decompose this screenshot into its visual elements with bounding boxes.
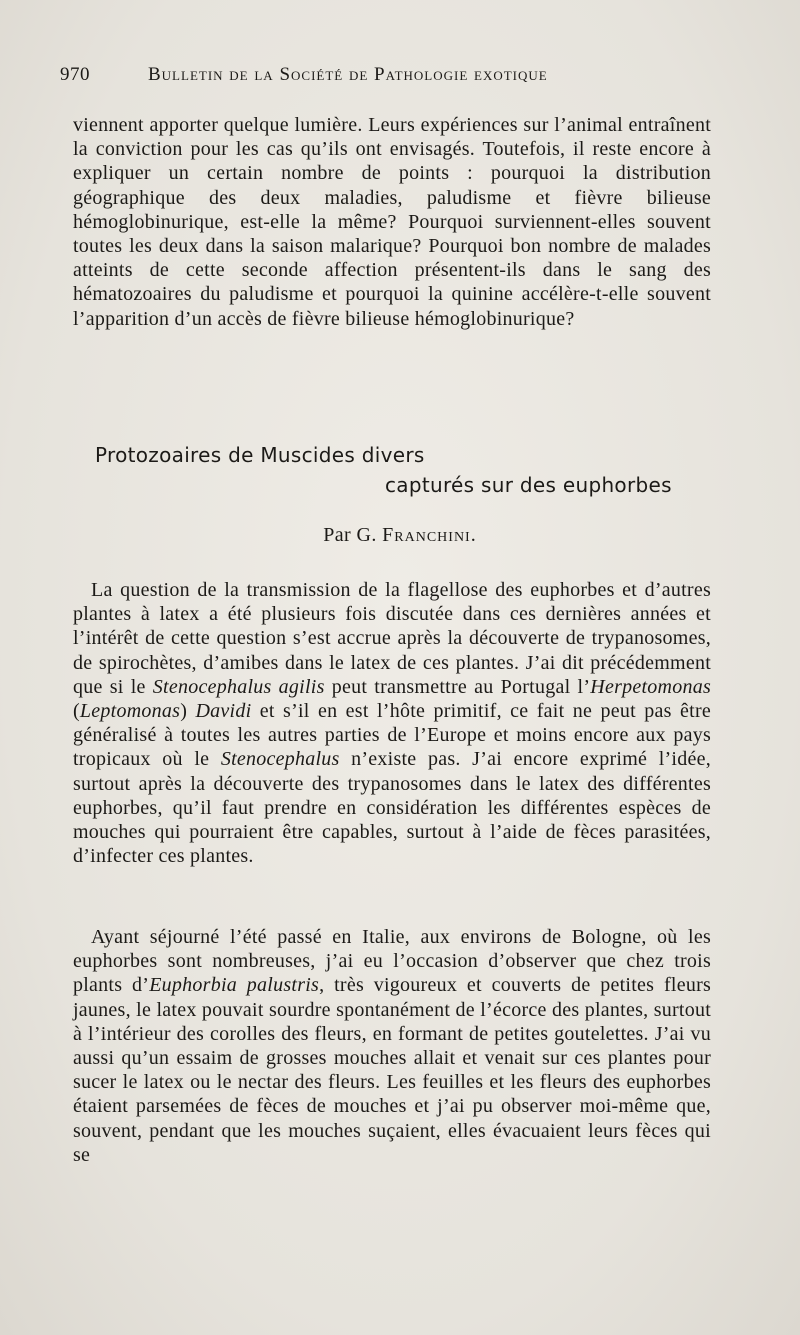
- species-name: Euphorbia palustris: [149, 974, 320, 997]
- species-name: Stenocephalus agilis: [152, 675, 325, 698]
- text-run: Ayant séjourné l’été passé en Italie, aux environs de Bologne, où les euphorbes sont nombreuses, j’ai eu l’occasion d’observer que chez trois plants d’: [73, 926, 711, 997]
- page-number: 970: [60, 64, 90, 85]
- text-run: n’existe pas. J’ai encore exprimé l’idée, surtout après la découverte des trypanosomes dans le latex des différentes euphorbes, qu’il faut prendre en considération les différentes espèces de mouches qui pourraient être capables, surtout à l’aide de fèces parasitées, d’infecter ces plantes.: [73, 748, 711, 868]
- page-header: [60, 64, 740, 94]
- byline-prefix: Par G.: [323, 524, 383, 546]
- species-name: Stenocephalus: [220, 748, 340, 771]
- text-run: ): [180, 700, 196, 723]
- running-head: Bulletin de la Société de Pathologie exotique: [148, 64, 548, 85]
- byline-author: Franchini.: [382, 524, 477, 546]
- text-run: peut transmettre au Portugal l’: [324, 675, 591, 698]
- article-title-line1: Protozoaires de Muscides divers: [95, 443, 425, 467]
- text-run: La question de la transmission de la flagellose des euphorbes et d’autres plantes à latex a été plusieurs fois discutée dans ces dernières années et l’intérêt de cette question s’est accrue après la découverte de trypanosomes, de spirochètes, d’amibes dans le latex de ces plantes. J’ai dit précédemment que si le: [73, 579, 711, 698]
- continued-paragraph-text: viennent apporter quelque lumière. Leurs expériences sur l’animal entraînent la conviction pour les cas qu’ils ont envisagés. Toutefois, il reste encore à expliquer un certain nombre de points : pourquoi la distribution géographique des deux maladies, paludisme et fièvre bilieuse hémoglobinurique, est-elle la même? Pourquoi surviennent-elles souvent toutes les deux dans la saison malarique? Pourquoi bon nombre de malades atteints de cette seconde affection présentent-ils dans le sang des hématozoaires du paludisme et pourquoi la quinine accélère-t-elle souvent l’apparition d’un accès de fièvre bilieuse hémoglobinurique?: [73, 114, 711, 330]
- byline: [0, 524, 800, 547]
- paragraph-1-text: [73, 578, 711, 868]
- paragraph-2-text: [73, 925, 711, 1167]
- paragraph-1: [73, 578, 711, 868]
- continued-paragraph: [73, 113, 711, 331]
- species-name: Davidi: [195, 700, 252, 723]
- text-run: (: [73, 700, 80, 723]
- text-run: , très vigoureux et couverts de petites fleurs jaunes, le latex pouvait sourdre spontanément de l’écorce des plantes, surtout à l’intérieur des corolles des fleurs, en formant de petites goutelettes. J’ai vu aussi qu’un essaim de grosses mouches allait et venait sur ces plantes pour sucer le latex ou le nectar des fleurs. Les feuilles et les fleurs des euphorbes étaient parsemées de fèces de mouches et j’ai pu observer moi-même que, souvent, pendant que les mouches suçaient, elles évacuaient leurs fèces qui se: [73, 974, 712, 1166]
- paragraph-2: [73, 925, 711, 1167]
- species-name: Herpetomonas: [590, 675, 712, 698]
- species-name: Leptomonas: [79, 700, 181, 723]
- text-run: et s’il en est l’hôte primitif, ce fait ne peut pas être généralisé à toutes les autres parties de l’Europe et moins encore aux pays tropicaux où le: [73, 700, 711, 771]
- article-title-line2: capturés sur des euphorbes: [385, 473, 672, 497]
